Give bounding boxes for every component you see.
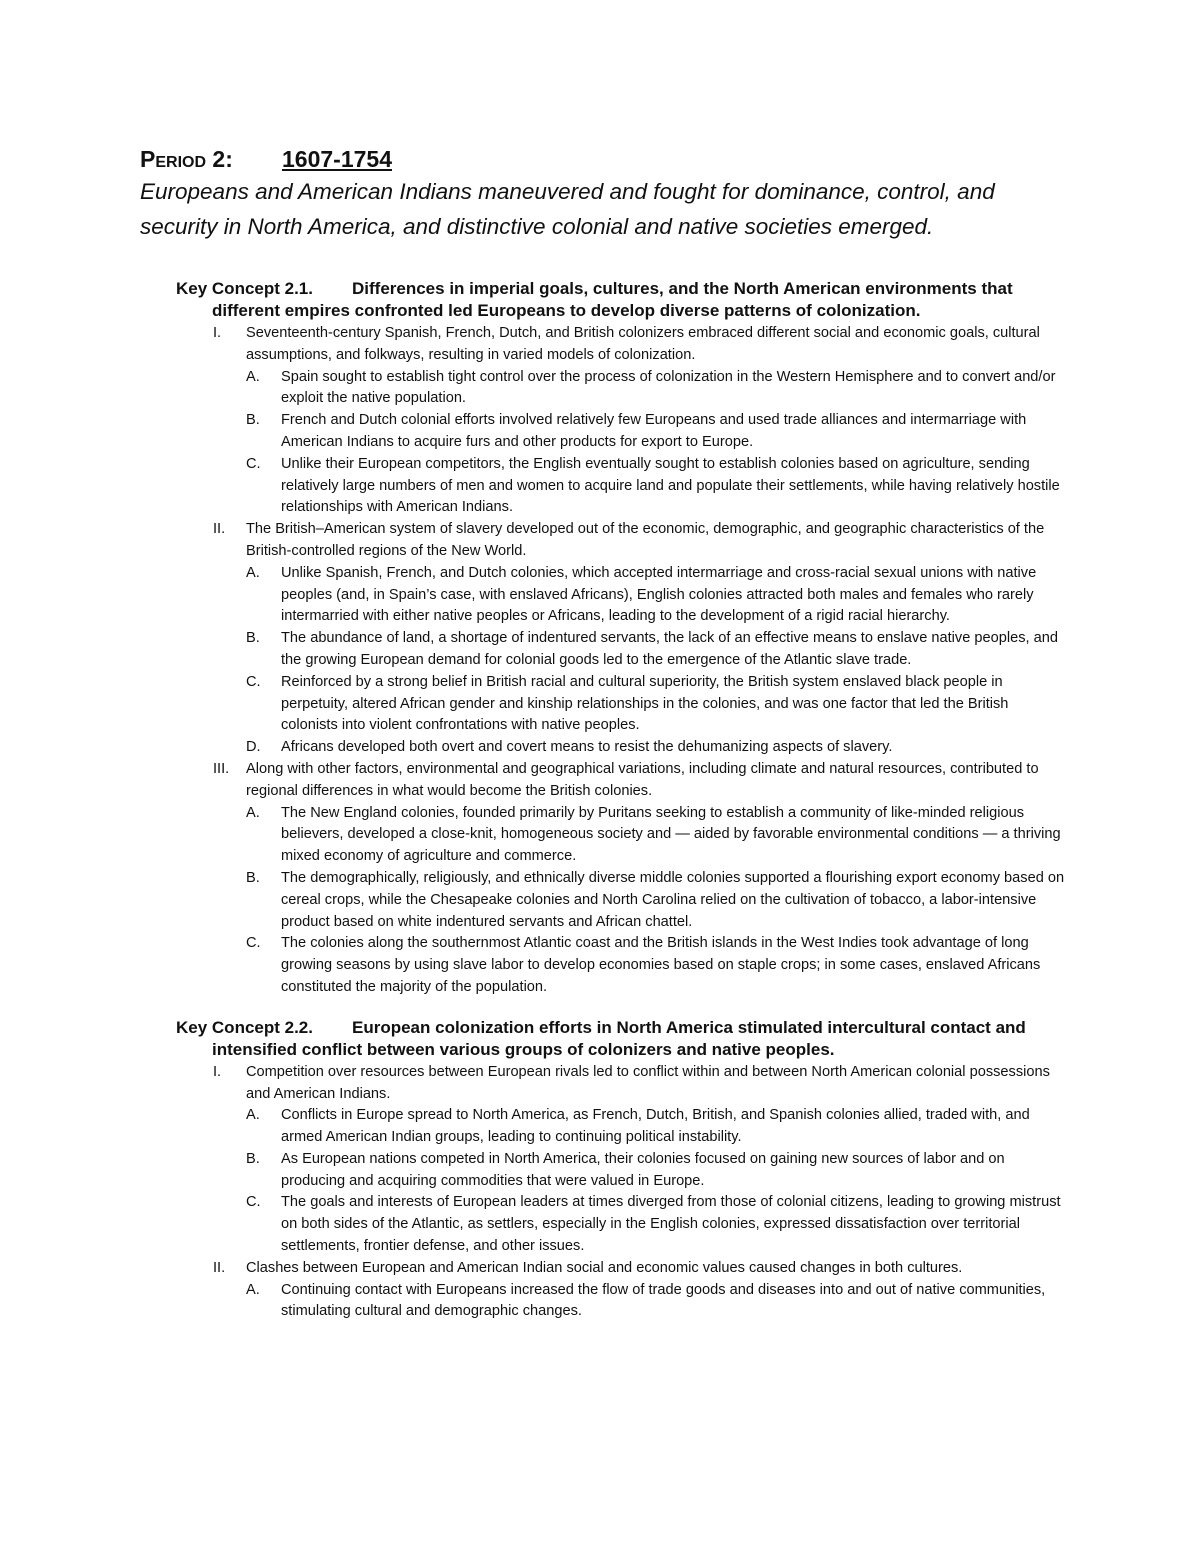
section-text: Competition over resources between European rivals led to conflict within and between North American colonial possessions and American Indians.: [246, 1063, 1050, 1102]
subitem-list: [246, 803, 1065, 999]
subitem: [246, 454, 1065, 519]
period-summary: Europeans and American Indians maneuvered and fought for dominance, control, and security in North America, and distinctive colonial and native societies emerged.: [140, 179, 995, 239]
section-marker: I.: [213, 1063, 222, 1080]
subitem: [246, 563, 1065, 628]
subitem-marker: C.: [246, 455, 261, 472]
subitem-text: Africans developed both overt and covert means to resist the dehumanizing aspects of slavery.: [281, 739, 893, 756]
section-list: [176, 1062, 1065, 1324]
subitem-text: Reinforced by a strong belief in British racial and cultural superiority, the British system enslaved black people in perpetuity, altered African gender and kinship relationships in the colonies, and was one factor that led the British colonists into violent confrontations with native peoples.: [281, 673, 1009, 734]
section-marker: I.: [213, 325, 222, 341]
key-concept-label: Key Concept 2.2.: [176, 1017, 313, 1037]
key-concept-2-2: [176, 1017, 1065, 1324]
subitem-text: The demographically, religiously, and ethnically diverse middle colonies supported a flourishing export economy based on cereal crops, while the Chesapeake colonies and North Carolina relied on the cultivation of tobacco, a labor-intensive product based on white indentured servants and African chattel.: [281, 869, 1065, 930]
subitem-text: The New England colonies, founded primarily by Puritans seeking to establish a community of like-minded religious believers, developed a close-knit, homogeneous society and — aided by favorable environmental conditions — a thriving mixed economy of agriculture and commerce.: [281, 804, 1061, 865]
section-item: [176, 519, 1065, 759]
subitem-text: Continuing contact with Europeans increased the flow of trade goods and diseases into and out of native communities, stimulating cultural and demographic changes.: [281, 1281, 1046, 1320]
subitem-text: French and Dutch colonial efforts involved relatively few Europeans and used trade alliances and intermarriage with American Indians to acquire furs and other products for export to Europe.: [281, 412, 1027, 450]
section-item: [176, 1062, 1065, 1258]
subitem-list: [246, 367, 1065, 520]
subitem-marker: C.: [246, 673, 261, 690]
subitem-list: [246, 1105, 1065, 1258]
subitem-marker: C.: [246, 935, 261, 952]
subitem-list: [246, 1280, 1065, 1324]
subitem-marker: A.: [246, 564, 260, 581]
key-concept-heading: [176, 278, 1065, 322]
key-concept-statement: European colonization efforts in North America stimulated intercultural contact and intensified conflict between various groups of colonizers and native peoples.: [212, 1017, 1026, 1059]
subitem-text: Conflicts in Europe spread to North America, as French, Dutch, British, and Spanish colonies allied, traded with, and armed American Indian groups, leading to continuing political instability.: [281, 1107, 1030, 1146]
subitem-marker: C.: [246, 1194, 261, 1211]
subitem: [246, 803, 1065, 868]
key-concept-2-1: [176, 278, 1065, 999]
key-concept-heading: [176, 1017, 1065, 1061]
subitem-marker: A.: [246, 1107, 260, 1124]
period-label: Period 2:: [140, 146, 233, 172]
subitem-text: The colonies along the southernmost Atlantic coast and the British islands in the West Indies took advantage of long growing seasons by using slave labor to develop economies based on staple crops; in some cases, enslaved Africans constituted the majority of the population.: [281, 935, 1041, 995]
subitem: [246, 628, 1065, 672]
period-heading: [140, 144, 1065, 174]
subitem-list: [246, 563, 1065, 759]
subitem-text: Spain sought to establish tight control over the process of colonization in the Western Hemisphere and to convert and/or exploit the native population.: [281, 368, 1056, 407]
subitem-marker: A.: [246, 804, 260, 821]
subitem-marker: B.: [246, 630, 260, 647]
subitem: [246, 672, 1065, 737]
subitem-marker: A.: [246, 368, 260, 385]
section-text: Along with other factors, environmental and geographical variations, including climate and natural resources, contributed to regional differences in what would become the British colonies.: [246, 760, 1039, 799]
section-marker: II.: [213, 521, 226, 538]
subitem: [246, 1149, 1065, 1193]
subitem: [246, 737, 1065, 759]
subitem: [246, 1192, 1065, 1257]
section-marker: III.: [213, 760, 230, 777]
section-item: [176, 759, 1065, 999]
subitem: [246, 1280, 1065, 1324]
subitem-text: As European nations competed in North America, their colonies focused on gaining new sources of labor and on producing and acquiring commodities that were valued in Europe.: [281, 1150, 1005, 1189]
section-list: [176, 323, 1065, 999]
subitem-marker: B.: [246, 869, 260, 886]
key-concept-label: Key Concept 2.1.: [176, 279, 313, 298]
subitem-text: The goals and interests of European leaders at times diverged from those of colonial citizens, leading to growing mistrust on both sides of the Atlantic, as settlers, especially in the English colonies, expressed dissatisfaction over territorial settlements, frontier defense, and other issues.: [281, 1194, 1061, 1255]
subitem-marker: B.: [246, 1150, 260, 1167]
section-text: The British–American system of slavery developed out of the economic, demographic, and geographic characteristics of the British-controlled regions of the New World.: [246, 521, 1045, 559]
subitem: [246, 1105, 1065, 1149]
subitem-text: The abundance of land, a shortage of indentured servants, the lack of an effective means to enslave native peoples, and the growing European demand for colonial goods led to the emergence of the Atlantic slave trade.: [281, 630, 1058, 668]
section-item: [176, 323, 1065, 519]
section-text: Seventeenth-century Spanish, French, Dutch, and British colonizers embraced different social and economic goals, cultural assumptions, and folkways, resulting in varied models of colonization.: [246, 325, 1040, 363]
subitem-marker: D.: [246, 739, 261, 756]
key-concept-statement: Differences in imperial goals, cultures, and the North American environments that different empires confronted led Europeans to develop diverse patterns of colonization.: [212, 279, 1013, 320]
subitem: [246, 933, 1065, 998]
subitem-text: Unlike Spanish, French, and Dutch colonies, which accepted intermarriage and cross-racial sexual unions with native peoples (and, in Spain’s case, with enslaved Africans), English colonies attracted both males and females who rarely intermarried with either native peoples or Africans, leading to the development of a rigid racial hierarchy.: [281, 564, 1037, 625]
subitem-marker: A.: [246, 1281, 260, 1298]
subitem: [246, 410, 1065, 454]
document-body: [140, 144, 1065, 1323]
section-marker: II.: [213, 1259, 226, 1276]
period-years: 1607-1754: [282, 146, 392, 172]
section-text: Clashes between European and American Indian social and economic values caused changes in both cultures.: [246, 1259, 963, 1276]
section-item: [176, 1258, 1065, 1323]
subitem-text: Unlike their European competitors, the English eventually sought to establish colonies based on agriculture, sending relatively large numbers of men and women to acquire land and populate their settlements, while having relatively hostile relationships with American Indians.: [281, 455, 1060, 516]
subitem: [246, 367, 1065, 411]
subitem-marker: B.: [246, 412, 260, 429]
subitem: [246, 868, 1065, 933]
